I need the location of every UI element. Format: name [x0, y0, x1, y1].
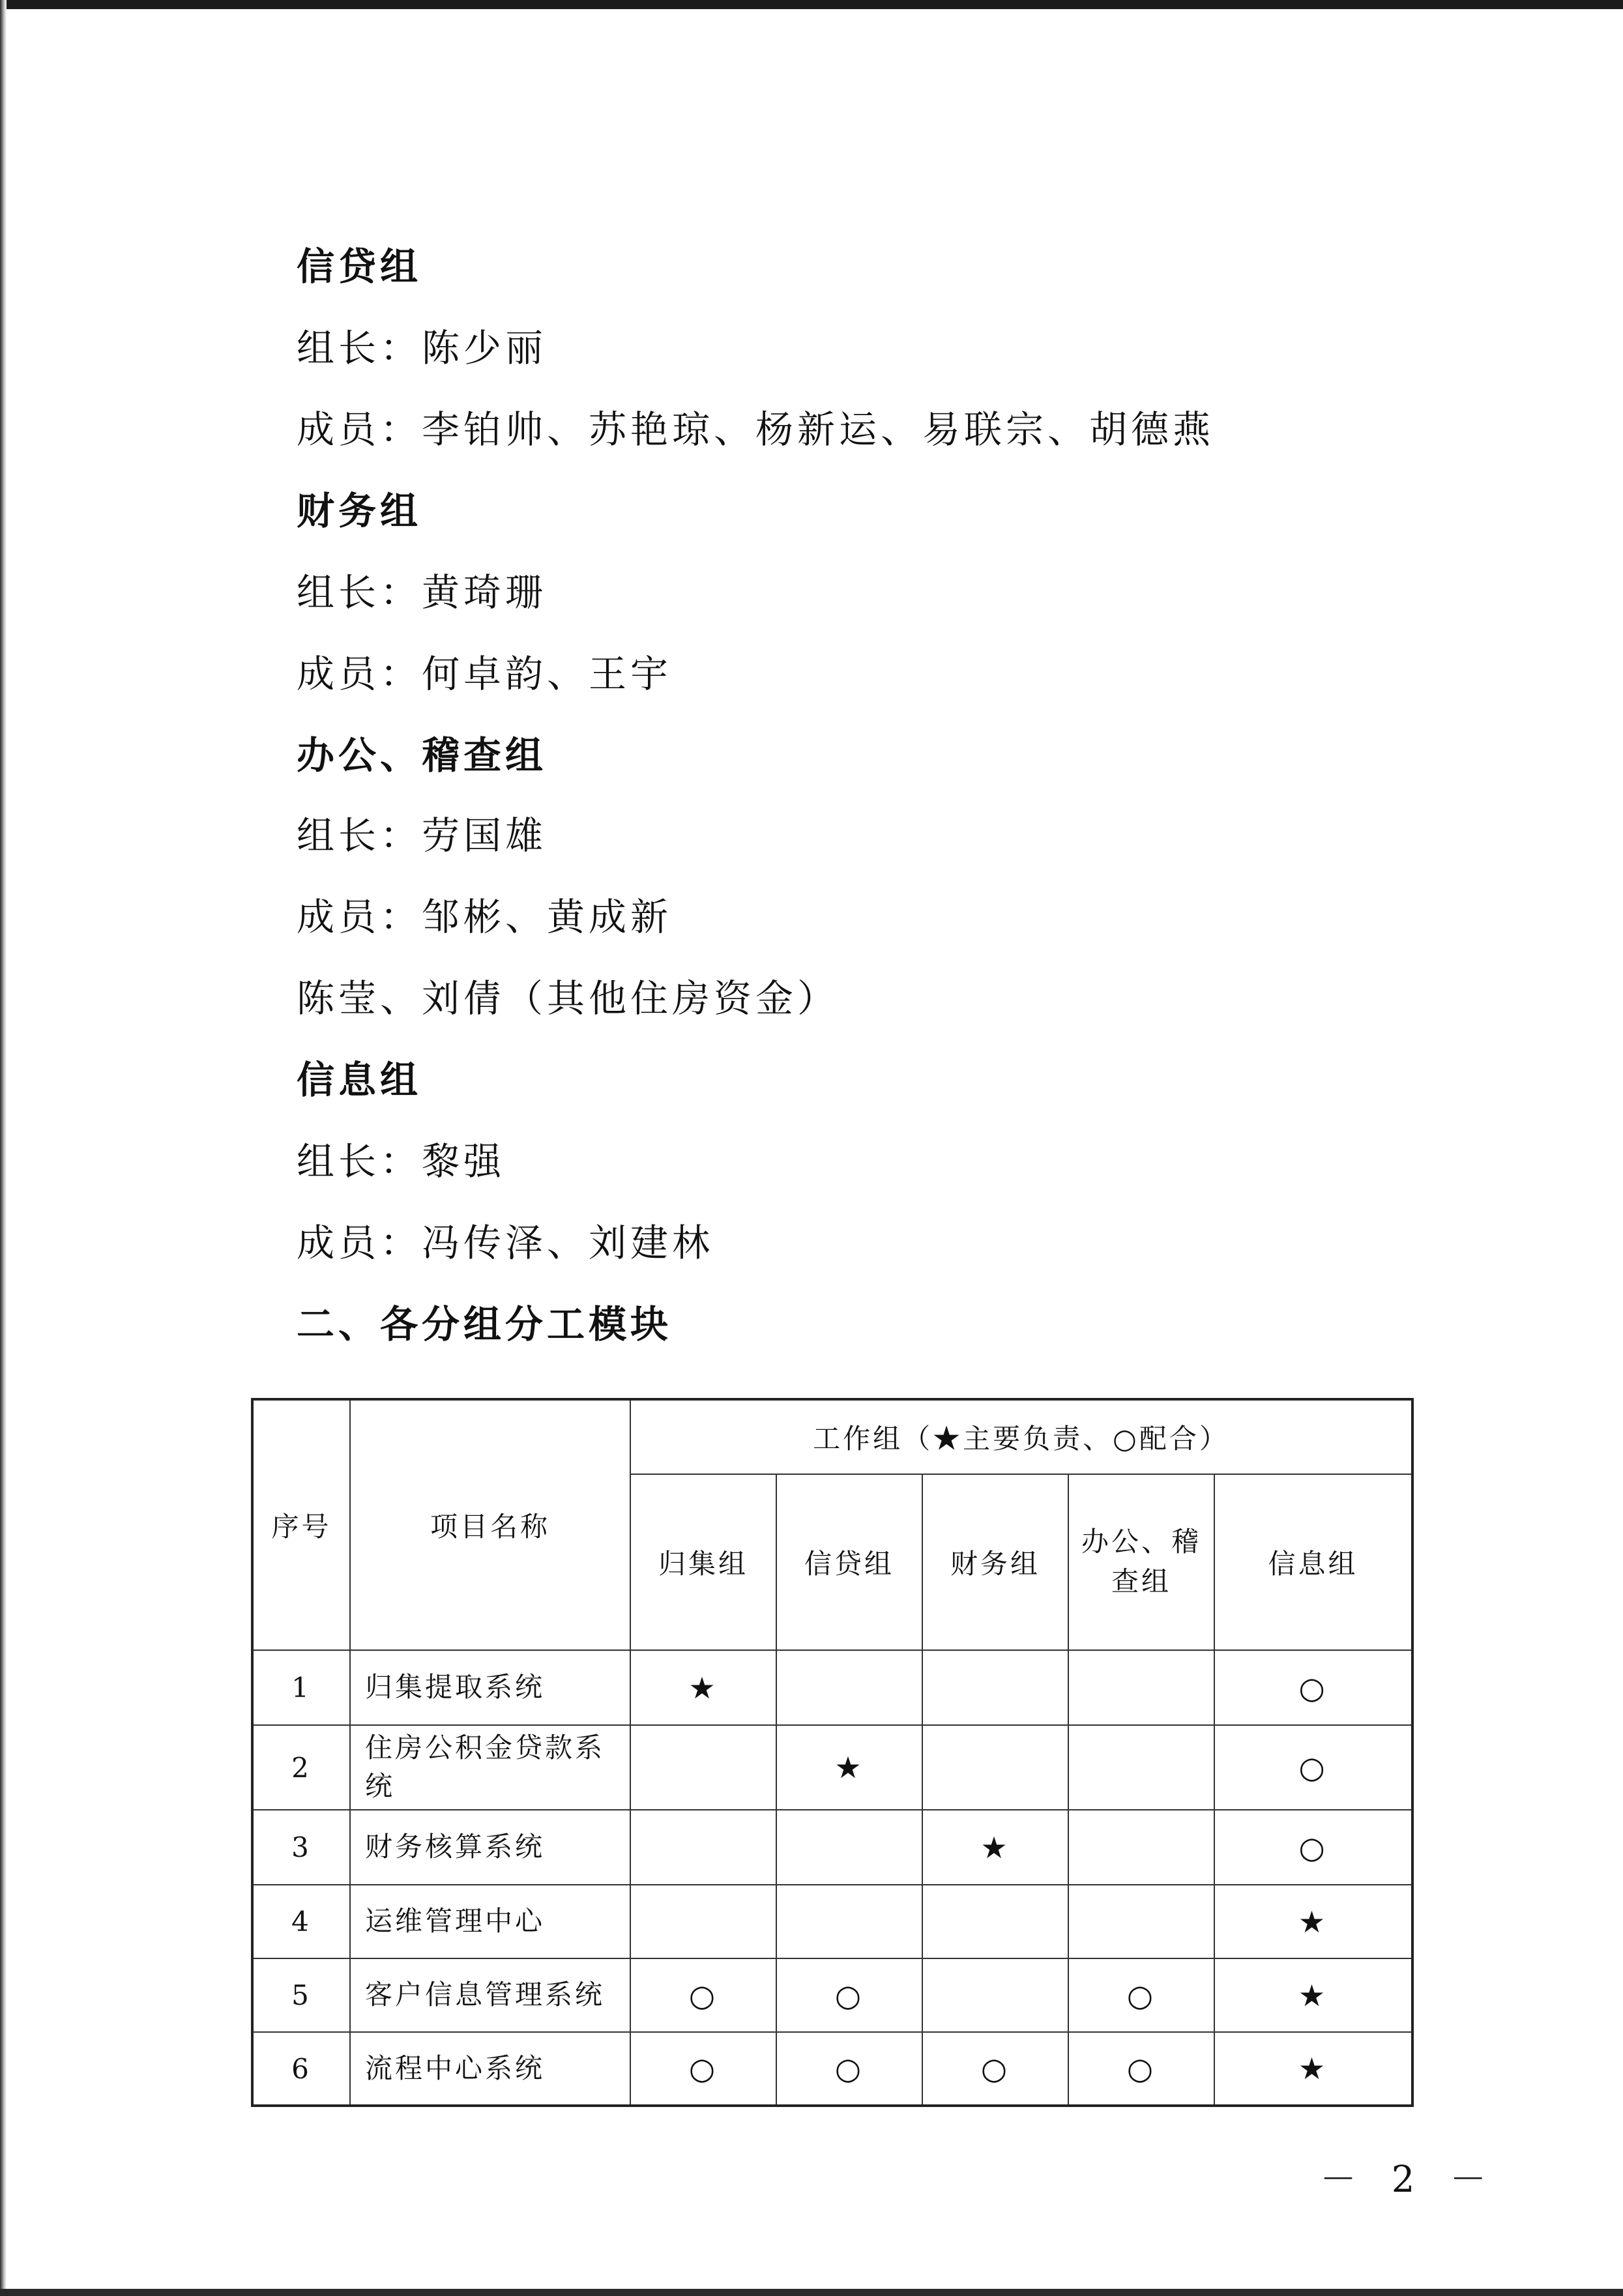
- group-title-info: 信息组: [297, 1058, 422, 1102]
- group-members-office: 成员：邹彬、黄成新: [297, 895, 673, 939]
- header-group-credit: 信贷组: [776, 1474, 922, 1650]
- row-mark: ★: [1214, 1885, 1412, 1958]
- row-index: 3: [252, 1810, 350, 1885]
- group-leader-finance: 组长：黄琦珊: [297, 570, 548, 615]
- row-mark: ○: [776, 1958, 922, 2032]
- scan-border-left: [0, 0, 7, 2296]
- row-mark: ○: [1068, 1958, 1214, 2032]
- header-project-name: 项目名称: [350, 1399, 630, 1650]
- row-mark: [1068, 1650, 1214, 1725]
- table-row: [252, 1958, 1412, 2032]
- row-project-name: 客户信息管理系统: [350, 1958, 630, 2032]
- row-mark: [776, 1810, 922, 1885]
- row-mark: ★: [630, 1650, 776, 1725]
- row-mark: ★: [922, 1810, 1068, 1885]
- scan-border-bottom: [0, 2289, 1623, 2296]
- header-group-info: 信息组: [1214, 1474, 1412, 1650]
- row-mark: ○: [630, 1958, 776, 2032]
- group-title-office: 办公、稽查组: [297, 733, 548, 777]
- row-index: 1: [252, 1650, 350, 1725]
- group-members-info: 成员：冯传泽、刘建林: [297, 1221, 714, 1265]
- row-mark: ○: [1214, 1650, 1412, 1725]
- division-table: [251, 1398, 1414, 2107]
- row-mark: ★: [1214, 1958, 1412, 2032]
- row-mark: [776, 1650, 922, 1725]
- row-project-name: 流程中心系统: [350, 2032, 630, 2106]
- scan-border-top: [0, 0, 1623, 9]
- row-mark: [1068, 1810, 1214, 1885]
- row-mark: [776, 1885, 922, 1958]
- table-row: [252, 1885, 1412, 1958]
- row-mark: [1068, 1885, 1214, 1958]
- header-work-groups: 工作组（★主要负责、○配合）: [630, 1399, 1412, 1474]
- row-mark: ○: [776, 2032, 922, 2106]
- row-mark: [922, 1650, 1068, 1725]
- header-group-finance: 财务组: [922, 1474, 1068, 1650]
- header-group-office: 办公、稽 查组: [1068, 1474, 1214, 1650]
- row-index: 4: [252, 1885, 350, 1958]
- row-mark: ○: [1214, 1810, 1412, 1885]
- row-index: 6: [252, 2032, 350, 2106]
- group-extra-office: 陈莹、刘倩（其他住房资金）: [297, 976, 840, 1021]
- row-mark: [1068, 1725, 1214, 1810]
- row-mark: ○: [1214, 1725, 1412, 1810]
- group-title-credit: 信贷组: [297, 244, 422, 289]
- header-group-collection: 归集组: [630, 1474, 776, 1650]
- row-mark: [630, 1810, 776, 1885]
- row-project-name: 运维管理中心: [350, 1885, 630, 1958]
- table-row: [252, 1650, 1412, 1725]
- row-project-name: 财务核算系统: [350, 1810, 630, 1885]
- row-mark: [922, 1725, 1068, 1810]
- row-mark: ○: [630, 2032, 776, 2106]
- row-project-name: 住房公积金贷款系统: [350, 1725, 630, 1810]
- row-mark: [630, 1725, 776, 1810]
- group-members-finance: 成员：何卓韵、王宇: [297, 652, 673, 696]
- group-title-finance: 财务组: [297, 489, 422, 533]
- row-project-name: 归集提取系统: [350, 1650, 630, 1725]
- row-index: 2: [252, 1725, 350, 1810]
- table-row: [252, 1810, 1412, 1885]
- header-index: 序号: [252, 1399, 350, 1650]
- row-mark: ★: [1214, 2032, 1412, 2106]
- group-members-credit: 成员：李铂帅、苏艳琼、杨新运、易联宗、胡德燕: [297, 407, 1215, 452]
- group-leader-office: 组长：劳国雄: [297, 813, 548, 858]
- group-leader-info: 组长：黎强: [297, 1139, 506, 1184]
- page-number: － 2 －: [1320, 2158, 1499, 2201]
- row-mark: ★: [776, 1725, 922, 1810]
- section-heading: 二、各分组分工模块: [297, 1302, 673, 1346]
- row-mark: ○: [1068, 2032, 1214, 2106]
- row-index: 5: [252, 1958, 350, 2032]
- row-mark: ○: [922, 2032, 1068, 2106]
- table-row: [252, 2032, 1412, 2106]
- group-leader-credit: 组长：陈少丽: [297, 326, 548, 370]
- table-row: [252, 1725, 1412, 1810]
- row-mark: [922, 1958, 1068, 2032]
- row-mark: [922, 1885, 1068, 1958]
- row-mark: [630, 1885, 776, 1958]
